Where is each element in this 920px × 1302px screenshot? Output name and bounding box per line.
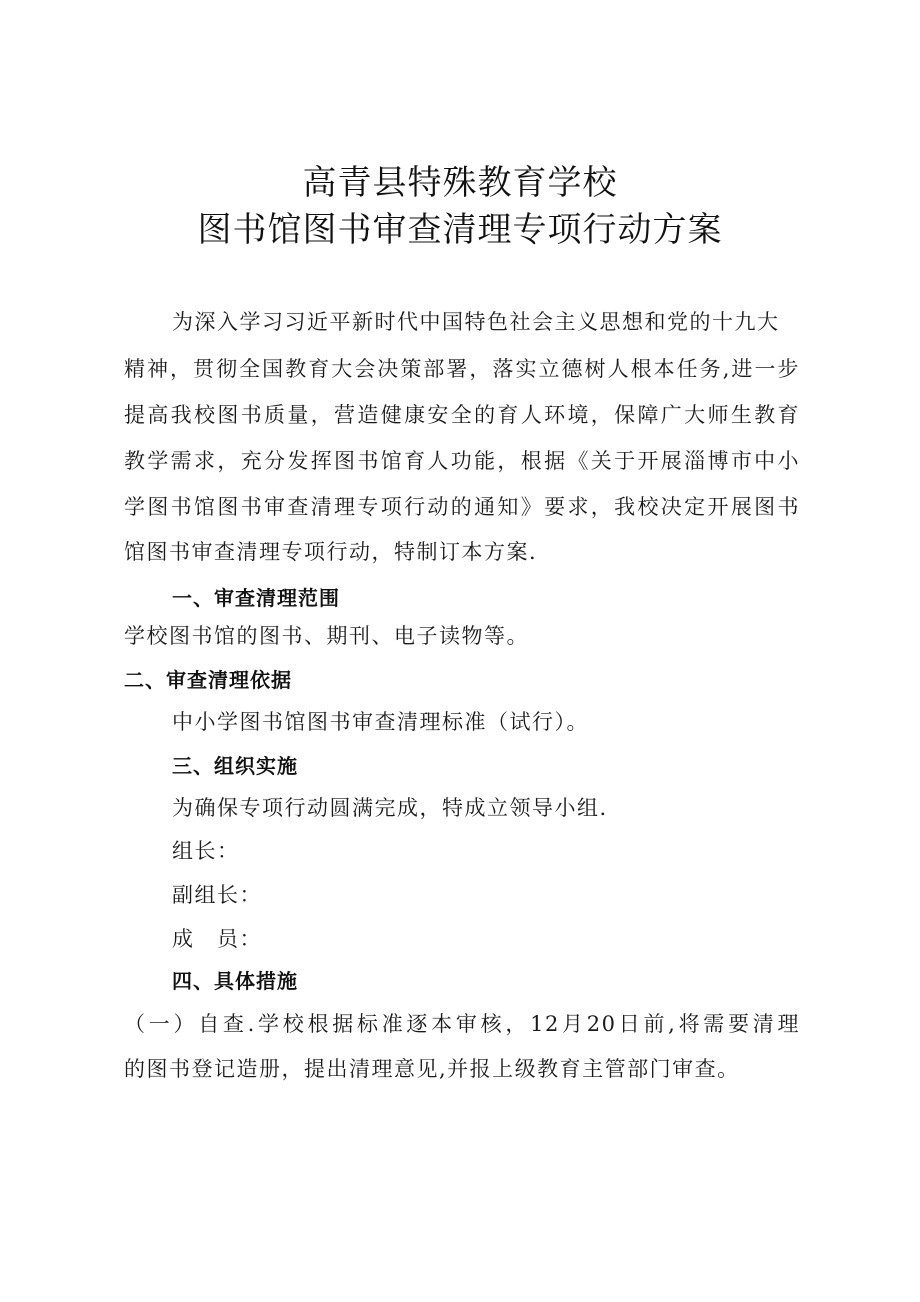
members-label: 成 员： xyxy=(172,927,262,951)
measures-item-line: （一）自查.学校根据标准逐本审核，12月20日前,将需要清理 xyxy=(124,1012,800,1036)
intro-paragraph-line: 教学需求，充分发挥图书馆育人功能，根据《关于开展淄博市中小 xyxy=(124,449,800,473)
intro-paragraph-line: 精神，贯彻全国教育大会决策部署，落实立德树人根本任务,进一步 xyxy=(124,357,800,381)
section-text-basis: 中小学图书馆图书审查清理标准（试行）。 xyxy=(172,710,589,734)
section-heading-scope: 一、审查清理范围 xyxy=(172,586,340,610)
section-text-scope: 学校图书馆的图书、期刊、电子读物等。 xyxy=(124,624,529,648)
document-title-line-1: 高青县特殊教育学校 xyxy=(302,163,618,203)
group-leader-label: 组长： xyxy=(172,839,240,863)
section-heading-basis: 二、审查清理依据 xyxy=(124,668,292,692)
measures-item-line: 的图书登记造册，提出清理意见,并报上级教育主管部门审查。 xyxy=(124,1057,740,1081)
section-heading-organization: 三、组织实施 xyxy=(172,754,298,778)
intro-paragraph-line: 学图书馆图书审查清理专项行动的通知》要求，我校决定开展图书 xyxy=(124,495,800,519)
deputy-leader-label: 副组长： xyxy=(172,883,262,907)
section-heading-measures: 四、具体措施 xyxy=(172,969,298,993)
intro-paragraph-line: 馆图书审查清理专项行动，特制订本方案. xyxy=(124,540,538,564)
document-title-line-2: 图书馆图书审查清理专项行动方案 xyxy=(197,210,723,250)
intro-paragraph-line: 为深入学习习近平新时代中国特色社会主义思想和党的十九大 xyxy=(172,310,780,334)
section-text-organization: 为确保专项行动圆满完成，特成立领导小组. xyxy=(172,796,608,820)
intro-paragraph-line: 提高我校图书质量，营造健康安全的育人环境，保障广大师生教育 xyxy=(124,403,800,427)
